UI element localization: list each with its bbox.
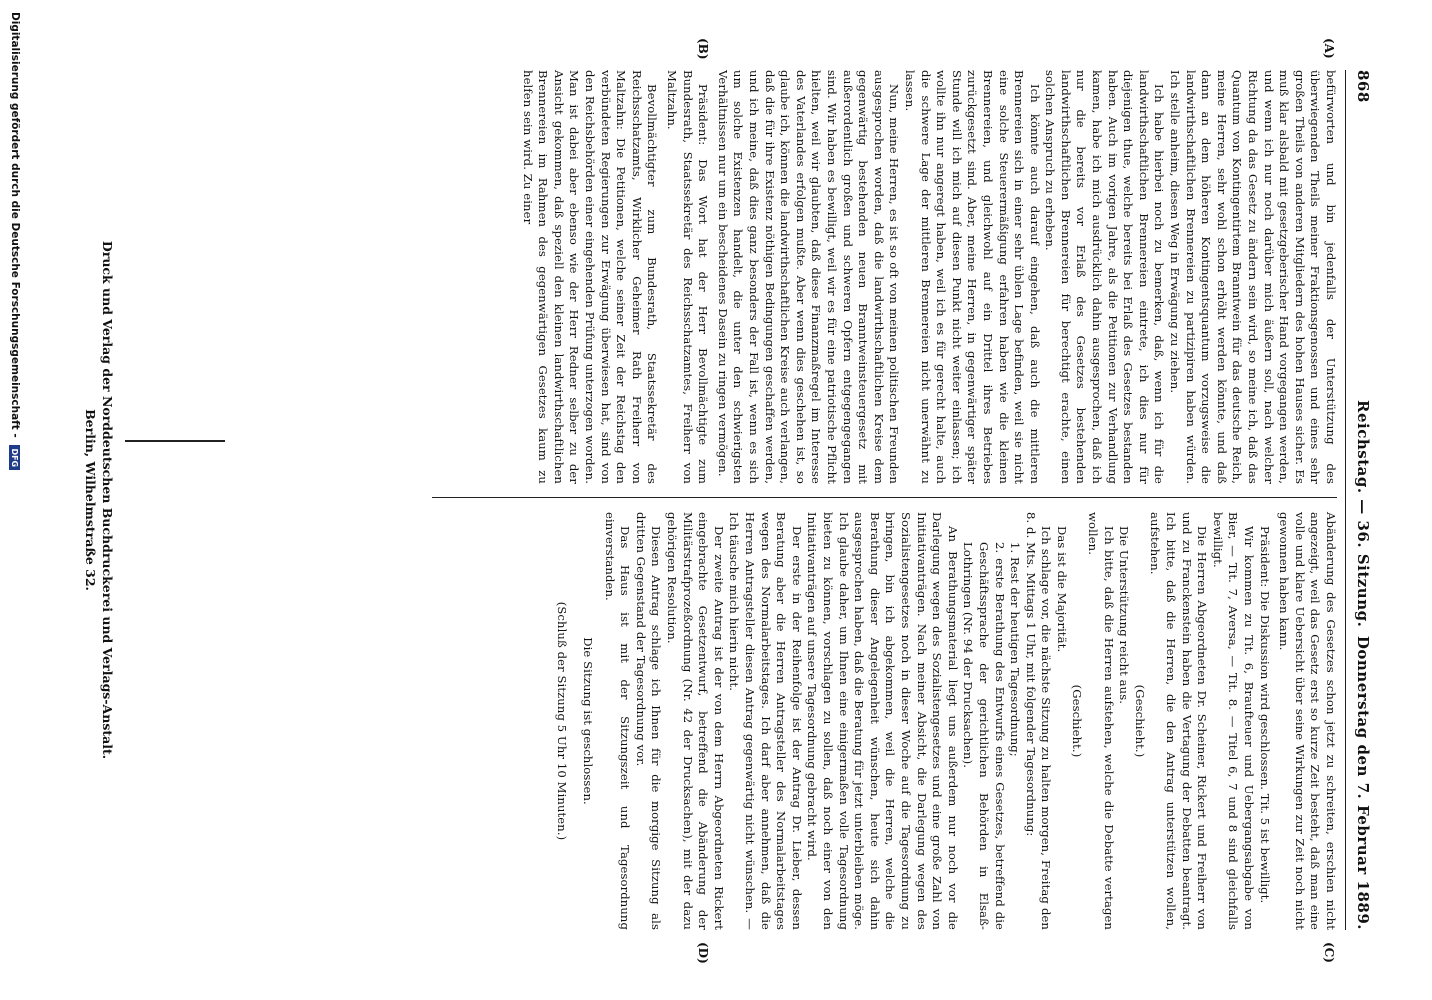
right-column <box>554 512 1338 930</box>
digitization-notice <box>7 12 21 988</box>
running-head: Reichstag. — 36. Sitzung. <box>1354 400 1372 628</box>
stage-direction: (Geschieht.) <box>1132 684 1147 758</box>
agenda-item: 1. Rest der heutigen Tagesordnung; <box>1008 542 1023 757</box>
imprint-line: Druck und Verlag der Norddeutschen Buchdruckerei und Verlags-Anstalt. <box>100 240 115 760</box>
margin-mark-d: (D) <box>696 942 710 964</box>
dfg-logo-icon: DFG <box>10 445 21 470</box>
minister-speech: Bevollmächtigter zum Bundesrath, Staatssekretär des Reichsschatzamts, Wirklicher Geheimer Rath Freiherr von Maltzahn: Die Petitionen, welche seiner Zeit der Reichstag den verbündeten Regierungen zur Erwägung überwiesen hat, sind von den Reichsbehörden einer eingehenden Prüfung unterzogen worden. Man ist dabei aber ebenso wie der Herr Redner selber zu der Ansicht gekommen, daß speziell den kleinen landwirthschaftlichen Brennereien im Rahmen des gegenwärtigen Gesetzes kaum zu helfen sein wird. Zu einer <box>520 70 660 484</box>
closing-line: Die Sitzung ist geschlossen. <box>581 637 596 805</box>
paragraph: Wir kommen zu Tit. 6, Braufteuer und Uebergangsabgabe von Bier, — Tit. 7, Aversa, — Tit. 8. — Titel 6, 7 und 8 sind gleichfalls bewilligt. <box>1210 512 1257 930</box>
page-header <box>1348 70 1372 930</box>
paragraph: Ich habe hierbei noch zu bemerken, daß, wenn ich für die landwirthschaftlichen Brennereien eintrete, ich dies nur für diejenigen thue, welche bereits bei Erlaß des Gesetzes bestanden haben. Auch im vorigen Jahre, als die Petitionen zur Verhandlung kamen, habe ich mich ausdrücklich dahin ausgesprochen, daß ich nur die bereits vor Erlaß des Gesetzes bestehenden landwirthschaftlichen Brennereien für berechtigt erachte, einen solchen Anspruch zu erheben. <box>1043 70 1167 484</box>
president-speech: Präsident: Das Wort hat der Herr Bevollmächtigte zum Bundesrath, Staatssekretär des Reichsschatzamtes, Freiherr von Maltzahn. <box>665 70 711 484</box>
paragraph: An Berathungsmaterial liegt uns außerdem nur noch vor die Darlegung wegen des Sozialistengesetzes und eine große Zahl von Initiativanträgen. Nach meiner Absicht, die Darlegung wegen des Sozialistengesetzes noch in dieser Woche auf die Tagesordnung zu bringen, bin ich abgekommen, weil die Herren, welche die Berathung dieser Angelegenheit wünschen, heute sich dahin ausgesprochen haben, daß die Beratung für jetzt unterbleiben möge. Ich glaube daher, um Ihnen eine einigermaßen volle Tagesordnung bieten zu können, vorschlagen zu sollen, daß noch einer von den Initiativanträgen auf unsere Tagesordnung gebracht wird. <box>805 512 960 930</box>
closing-time: (Schluß der Sitzung 5 Uhr 10 Minuten.) <box>555 601 570 841</box>
stage-direction: (Geschieht.) <box>1070 684 1085 758</box>
margin-rule <box>125 440 225 442</box>
session-date: Donnerstag den 7. Februar 1889. <box>1354 635 1372 930</box>
president-speech: Präsident: Die Diskussion wird geschlossen. Tit. 5 ist bewilligt. <box>1257 526 1272 904</box>
paragraph: Ich bitte, daß die Herren aufstehen, welche die Debatte vertagen wollen. <box>1086 512 1116 930</box>
digitization-text: Digitalisierung gefördert durch die Deutsche Forschungsgemeinschaft - <box>9 12 21 438</box>
margin-mark-c: (C) <box>1322 942 1336 963</box>
header-rule <box>1345 70 1346 930</box>
left-column <box>519 70 1338 484</box>
paragraph: Ich könnte auch darauf eingehen, daß auch die mittleren Brennereien sich in einer sehr üblen Lage befinden, weil sie nicht eine solche Steuerermäßigung erfahren haben wie die kleinen Brennereien, und gleichwohl auf ein Drittel ihres Betriebes zurückgesetzt sind. Aber, meine Herren, in gegenwärtiger später Stunde will ich mich auf diesen Punkt nicht weiter einlassen; ich wollte ihn nur angeregt haben, weil ich es für gerecht halte, auch die schwere Lage der mittleren Brennereien nicht unerwähnt zu lassen. <box>902 70 1042 484</box>
paragraph: Die Unterstützung reicht aus. <box>1117 526 1132 705</box>
column-divider <box>432 497 1337 498</box>
paragraph: Der zweite Antrag ist der von dem Herrn Abgeordneten Rickert eingebrachte Gesetzentwurf, betreffend die Abänderung der Militärstrafprozeßordnung (Nr. 42 der Drucksachen), mit der dazu gehörigen Resolution. <box>665 512 726 930</box>
paragraph: Nun, meine Herren, es ist so oft von meinen politischen Freunden ausgesprochen worden, daß die landwirthschaftlichen Kreise dem gegenwärtig bestehenden neuen Branntweinsteuergesetz mit außerordentlich großen und schweren Opfern entgegengegangen sind. Wir haben es bewilligt, weil wir es für eine patriotische Pflicht hielten, weil wir glaubten, daß diese Finanzmaßregel im Interesse des Vaterlandes erfolgen mußte. Aber wenn dies geschehen ist, so glaube ich, können die landwirthschaftlichen Kreise auch verlangen, daß die für ihre Existenz nöthigen Bedingungen geschaffen werden, und ich meine, daß dies ganz besonders der Fall ist, wenn es sich um solche Existenzen handelt, die unter den schwierigsten Verhältnissen nur um ein bescheidenes Dasein zu ringen vermögen. <box>715 70 902 484</box>
paragraph: Das ist die Majorität. <box>1054 526 1069 653</box>
paragraph: Der erste in der Reihenfolge ist der Antrag Dr. Lieber, dessen Beratung aber die Herren Antragsteller des Normalarbeitstages wegen des Normalarbeitstages. Ich darf aber annehmen, daß die Herren Antragsteller diesen Antrag gegenwärtig nicht wünschen. — Ich täusche mich hierin nicht. <box>727 512 804 930</box>
imprint-address: Berlin, Wilhelmstraße 32. <box>83 409 98 591</box>
paragraph: Ich schlage vor, die nächste Sitzung zu halten morgen, Freitag den 8. d. Mts. Mittags 1 Uhr, mit folgender Tagesordnung: <box>1023 512 1054 930</box>
page-number: 868 <box>1354 70 1372 103</box>
agenda-item: 2. erste Berathung des Entwurfs eines Gesetzes, betreffend die Geschäftssprache der gerichtlichen Behörden in Elsaß-Lothringen (Nr. 94 der Drucksachen). <box>961 542 1007 930</box>
paragraph: Diesen Antrag schlage ich Ihnen für die morgige Sitzung als dritten Gegenstand der Tagesordnung vor. <box>633 512 664 930</box>
margin-mark-b: (B) <box>696 38 710 60</box>
paragraph: Die Herren Abgeordneten Dr. Scheiner, Rickert und Freiherr von und zu Franckenstein haben die Vertagung der Debatten beantragt. Ich bitte, daß die Herren, die den Antrag unterstützen wollen, aufstehen. <box>1148 512 1210 930</box>
paragraph: Abänderung des Gesetzes schon jetzt zu schreiten, erschien nicht angezeigt, weil das Gesetz erst so kurze Zeit besteht, daß man eine volle und klare Uebersicht über seine Wirkungen zur Zeit noch nicht gewonnen haben kann. <box>1277 512 1338 930</box>
printer-imprint <box>82 70 116 930</box>
paragraph: befürworten und bin jedenfalls der Unterstützung des überwiegenden Theils meiner Fraktionsgenossen und eines sehr großen Theils von anderen Mitgliedern des hohen Hauses sicher. Es muß klar alsbald mit gesetzgeberischer Hand vorgegangen werden, und wenn ich nur noch darüber mich äußern soll, nach welcher Richtung da das Gesetz zu ändern sein wird, so meine ich, daß das Quantum von Kontingentirtem Branntwein für das deutsche Reich, meine Herren, sehr wohl schon erhöht werden könnte, und daß dann an dem höheren Kontingentsquantum vorzugsweise die landwirthschaftlichen Brennereien zu partizipiren haben würden. Ich stelle anheim, diesen Weg in Erwägung zu ziehen. <box>1168 70 1338 484</box>
margin-mark-a: (A) <box>1322 38 1336 59</box>
paragraph: Das Haus ist mit der Sitzungszeit und Tagesordnung einverstanden. <box>602 512 633 930</box>
